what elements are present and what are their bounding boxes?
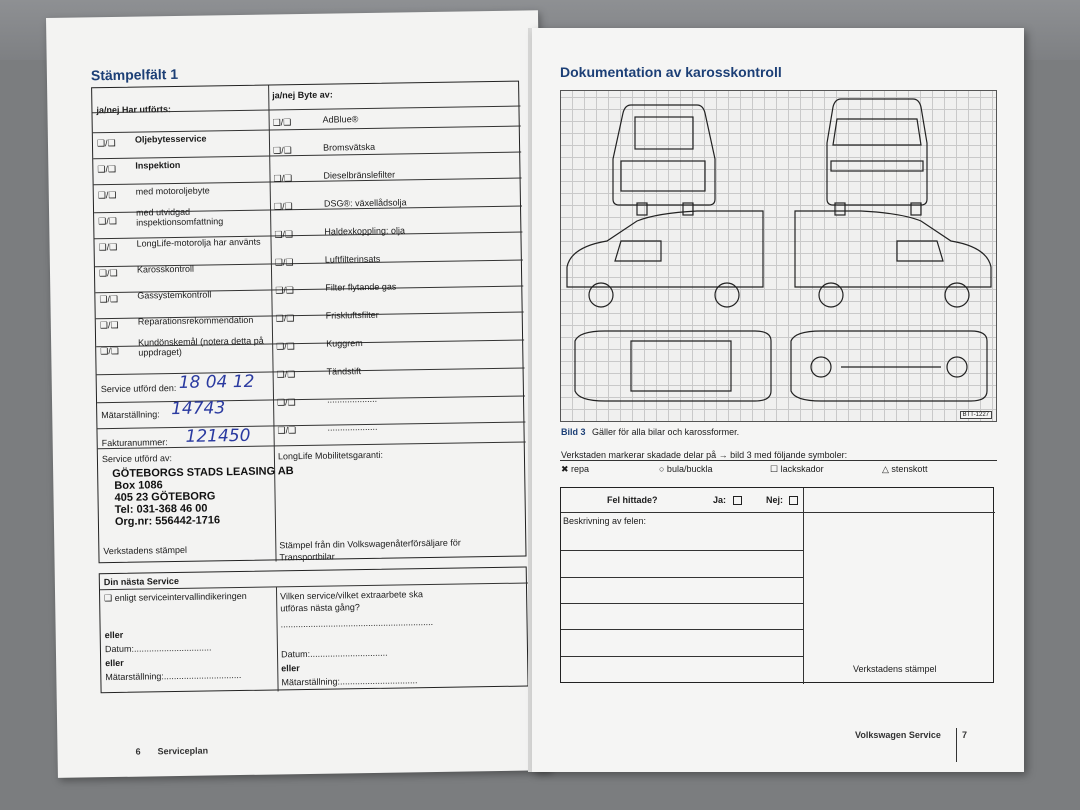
description-label: Beskrivning av felen: — [563, 516, 647, 526]
right-item-label: Dieselbränslefilter — [323, 169, 396, 181]
figure-code: BTT-1227 — [960, 411, 992, 419]
right-checkbox[interactable]: ❑/❑ — [273, 145, 292, 156]
left-checkbox[interactable]: ❑/❑ — [98, 267, 118, 279]
mileage-value: 14743 — [171, 398, 226, 420]
right-item-label: AdBlue® — [322, 114, 359, 125]
right-checkbox[interactable]: ❑/❑ — [274, 229, 294, 240]
left-item-label: Reparationsrekommendation — [137, 314, 254, 327]
footer-label: Volkswagen Service — [855, 730, 941, 740]
symbol-scratch: ✖ repa — [561, 464, 590, 474]
workshop-stamp-label: Verkstadens stämpel — [103, 544, 187, 557]
right-checkbox[interactable]: ❑/❑ — [273, 173, 293, 184]
table-divider — [93, 126, 521, 134]
next-dots: ............................................................. — [280, 616, 434, 630]
next-mileage-2: Mätarställning:............................... — [281, 675, 418, 688]
dealer-stamp-label: Stämpel från din Volkswagenåterförsäljare för Transportbilar — [279, 537, 461, 563]
next-mileage: Mätarställning:............................... — [105, 670, 242, 683]
table-divider — [97, 368, 525, 376]
col2-header: ja/nej Byte av: — [272, 89, 333, 101]
invoice-label: Fakturanummer: — [101, 437, 168, 449]
workshop-stamp: GÖTEBORGS STADS LEASING AB Box 1086 405 23 GÖTEBORG Tel: 031-368 46 00 Org.nr: 556442-1716 — [112, 465, 294, 528]
table-divider — [93, 152, 521, 160]
page-title: Dokumentation av karosskontroll — [560, 64, 782, 80]
mileage-label: Mätarställning: — [101, 409, 160, 421]
right-item-label: .................... — [326, 393, 378, 405]
right-item-label: DSG®: växellådsolja — [323, 197, 407, 209]
found-label: Fel hittade? — [607, 495, 658, 505]
right-item-label: .................... — [327, 421, 378, 433]
left-item-label: LongLife-motorolja har använts — [136, 236, 261, 249]
longlife-label: LongLife Mobilitetsgaranti: — [277, 449, 384, 462]
invoice-value: 121450 — [185, 425, 251, 447]
symbol-paint: ☐ lackskador — [770, 464, 824, 474]
right-checkbox[interactable]: ❑/❑ — [272, 117, 292, 128]
right-item-label: Haldexkoppling: olja — [324, 225, 406, 237]
caption — [561, 427, 739, 437]
service-table — [91, 81, 526, 564]
left-checkbox[interactable]: ❑/❑ — [98, 215, 117, 227]
left-item-label: Kundönskemål (notera detta på uppdraget) — [138, 335, 264, 358]
divider — [560, 460, 997, 461]
next-interval: ❑ enligt serviceintervallindikeringen — [104, 590, 247, 604]
left-item-label: med motoroljebyte — [135, 185, 210, 197]
table-divider — [97, 393, 525, 405]
left-page — [46, 10, 550, 778]
left-checkbox[interactable]: ❑/❑ — [96, 137, 116, 149]
caption-text: Gäller för alla bilar och karossformer. — [592, 427, 740, 437]
right-checkbox[interactable]: ❑/❑ — [276, 369, 296, 380]
service-date-value: 18 04 12 — [178, 371, 255, 393]
right-item-label: Bromsvätska — [322, 141, 376, 153]
service-by-label: Service utförd av: — [101, 453, 173, 465]
left-checkbox[interactable]: ❑/❑ — [97, 163, 117, 175]
left-item-label: Karosskontroll — [136, 263, 195, 275]
page-title: Stämpelfält 1 — [90, 65, 179, 84]
no-checkbox[interactable] — [789, 496, 798, 505]
next-or: eller — [281, 663, 300, 674]
stamp-label: Verkstadens stämpel — [853, 664, 937, 674]
symbol-dent: ○ bula/buckla — [659, 464, 713, 474]
symbol-stone: △ stenskott — [882, 464, 928, 474]
next-service-header: Din nästa Service — [103, 575, 179, 588]
yes-checkbox[interactable] — [733, 496, 742, 505]
right-checkbox[interactable]: ❑/❑ — [275, 285, 295, 296]
right-checkbox[interactable]: ❑/❑ — [277, 425, 297, 436]
next-service-table — [99, 567, 529, 694]
instruction-text: Verkstaden markerar skadade delar på → bild 3 med följande symboler: — [561, 450, 848, 460]
service-date-label: Service utförd den: — [100, 382, 177, 395]
vehicle-outline-svg — [561, 91, 998, 423]
next-question: Vilken service/vilket extraarbete ska utföras nästa gång? — [280, 589, 424, 614]
right-checkbox[interactable]: ❑/❑ — [274, 257, 294, 268]
right-item-label: Filter flytande gas — [325, 281, 397, 293]
damage-table — [560, 487, 994, 683]
footer-divider — [956, 728, 957, 762]
right-item-label: Kuggrem — [326, 338, 363, 349]
page-number: 7 — [962, 730, 968, 740]
footer-label: Serviceplan — [157, 745, 209, 757]
vehicle-diagram — [560, 90, 997, 422]
right-item-label: Friskluftsfilter — [325, 309, 379, 321]
left-item-label: Inspektion — [135, 159, 181, 171]
left-item-label: Gassystemkontroll — [137, 289, 212, 301]
table-divider — [97, 422, 525, 430]
next-or: eller — [104, 629, 124, 641]
yes-label: Ja: — [713, 495, 727, 505]
left-checkbox[interactable]: ❑/❑ — [100, 345, 119, 357]
right-item-label: Luftfilterinsats — [324, 253, 381, 265]
left-checkbox[interactable]: ❑/❑ — [99, 319, 119, 331]
table-divider — [94, 178, 522, 186]
page-number: 6 — [135, 746, 141, 757]
right-checkbox[interactable]: ❑/❑ — [275, 313, 295, 324]
right-checkbox[interactable]: ❑/❑ — [276, 341, 295, 352]
caption-label: Bild 3 — [561, 427, 586, 437]
right-checkbox[interactable]: ❑/❑ — [276, 397, 296, 408]
next-date-2: Datum:............................... — [280, 647, 388, 660]
left-item-label: Oljebytesservice — [134, 133, 207, 145]
right-item-label: Tändstift — [326, 366, 362, 377]
next-date: Datum:............................... — [104, 642, 212, 655]
col1-header: ja/nej Har utförts: — [96, 104, 172, 116]
left-checkbox[interactable]: ❑/❑ — [99, 293, 119, 305]
left-checkbox[interactable]: ❑/❑ — [97, 189, 117, 201]
no-label: Nej: — [766, 495, 784, 505]
left-checkbox[interactable]: ❑/❑ — [98, 241, 118, 253]
next-or: eller — [105, 657, 124, 669]
left-item-label: med utvidgad inspektionsomfattning — [135, 206, 224, 228]
right-checkbox[interactable]: ❑/❑ — [273, 201, 293, 212]
